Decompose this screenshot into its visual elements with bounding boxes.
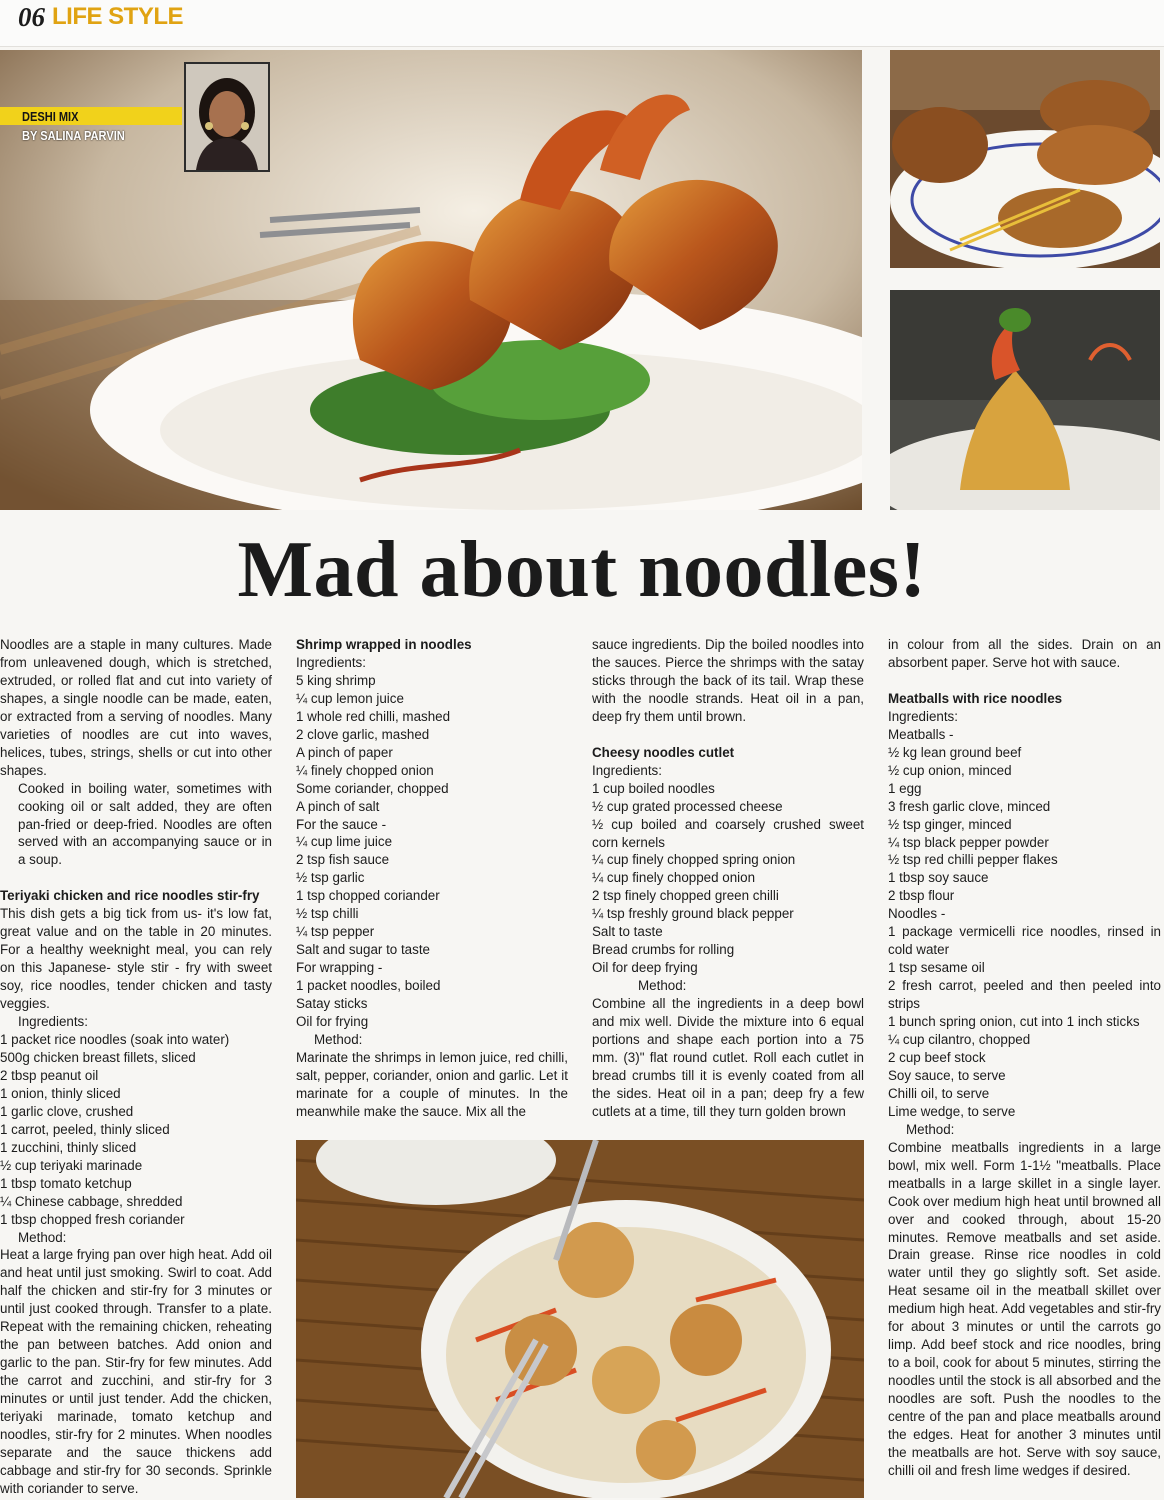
list-item: 2 tbsp flour [888, 888, 955, 904]
list-item: 1 packet noodles, boiled [296, 978, 441, 994]
list-item: 1 tsp chopped coriander [296, 888, 440, 904]
cutlet-ingredients-list [592, 780, 864, 977]
list-item: Salt and sugar to taste [296, 942, 430, 958]
list-item: ¼ cup lime juice [296, 834, 393, 850]
teriyaki-method-label: Method: [18, 1229, 67, 1245]
list-item: ¼ cup finely chopped spring onion [592, 852, 796, 868]
teriyaki-ingredients-label: Ingredients: [18, 1014, 88, 1030]
list-item: ½ cup onion, minced [888, 762, 1012, 778]
teriyaki-ingredients-list [0, 1031, 272, 1228]
meatballs-title: Meatballs with rice noodles [888, 690, 1063, 706]
list-item: A pinch of salt [296, 798, 380, 814]
cutlet-title: Cheesy noodles cutlet [592, 744, 735, 760]
cutlet-method-part-2: in colour from all the sides. Drain on an absorbent paper. Serve hot with sauce. [888, 637, 1161, 670]
list-item: 1 zucchini, thinly sliced [0, 1139, 137, 1155]
shrimp-method-part-2: sauce ingredients. Dip the boiled noodles into the sauces. Pierce the shrimps with the satay sticks through the back of its tail. Wrap these with the noodle strands. Heat oil in a pan, deep fry them until brown. [592, 637, 864, 724]
list-item: ¼ cup finely chopped onion [592, 870, 756, 886]
list-item: 2 tsp fish sauce [296, 852, 390, 868]
list-item: 1 garlic clove, crushed [0, 1103, 134, 1119]
list-item: Soy sauce, to serve [888, 1067, 1006, 1083]
shrimp-method-label: Method: [314, 1031, 363, 1047]
cutlet-method-label: Method: [638, 978, 687, 994]
list-item: ½ cup grated processed cheese [592, 798, 783, 814]
list-item: ¼ cup lemon juice [296, 690, 404, 706]
list-item: ¼ tsp freshly ground black pepper [592, 906, 794, 922]
list-item: 500g chicken breast fillets, sliced [0, 1049, 196, 1065]
list-item: 1 bunch spring onion, cut into 1 inch sticks [888, 1014, 1140, 1030]
list-item: Noodles - [888, 906, 946, 922]
cutlet-ingredients-label: Ingredients: [592, 762, 662, 778]
list-item: ¼ cup cilantro, chopped [888, 1032, 1031, 1048]
cutlet-photo [890, 50, 1160, 268]
list-item: Meatballs - [888, 726, 954, 742]
column-1 [0, 636, 272, 1498]
column-name: DESHI MIX [22, 109, 79, 124]
page-number: 06 [18, 2, 45, 32]
list-item: Oil for deep frying [592, 960, 698, 976]
shrimp-ingredients-label: Ingredients: [296, 654, 366, 670]
list-item: ½ cup boiled and coarsely crushed sweet corn kernels [592, 816, 864, 850]
section-title: LIFE STYLE [52, 3, 184, 30]
list-item: Oil for frying [296, 1014, 369, 1030]
list-item: 2 tsp finely chopped green chilli [592, 888, 779, 904]
meatballs-ingredients-list [888, 726, 1161, 1121]
list-item: ½ cup teriyaki marinade [0, 1157, 143, 1173]
list-item: 1 tbsp chopped fresh coriander [0, 1211, 185, 1227]
list-item: ¼ Chinese cabbage, shredded [0, 1193, 183, 1209]
shrimp-title: Shrimp wrapped in noodles [296, 637, 472, 652]
list-item: A pinch of paper [296, 744, 393, 760]
list-item: For wrapping - [296, 960, 383, 976]
meatballs-ingredients-label: Ingredients: [888, 708, 958, 724]
meatballs-method-label: Method: [906, 1121, 955, 1137]
list-item: ½ tsp ginger, minced [888, 816, 1012, 832]
list-item: 2 cup beef stock [888, 1049, 986, 1065]
list-item: 3 fresh garlic clove, minced [888, 798, 1051, 814]
shrimp-ingredients-list [296, 672, 568, 1031]
meatballs-method: Combine meatballs ingredients in a large bowl, mix well. Form 1-1½ "meatballs. Place meatballs in a large skillet in a single layer. Cook over medium high heat until browned all over and cooked through, about 15-20 minutes. Remove meatballs and set aside. Drain grease. Rinse rice noodles in cold water until they go slightly soft. Set aside. Heat sesame oil in the meatball skillet over medium high heat. Add vegetables and stir-fry for about 3 minutes or until the carrots go limp. Add beef stock and rice noodles, bring to a boil, cook for about 5 minutes, stirring the noodles until the stock is all absorbed and the noodles are soft. Push the noodles to the centre of the pan and place meatballs around the edges. Heat for another 3 minutes until the meatballs are hot. Serve with soy sauce, chilli oil and fresh lime wedges if desired. [888, 1139, 1161, 1478]
list-item: 1 onion, thinly sliced [0, 1085, 121, 1101]
intro-paragraph-2: Cooked in boiling water, sometimes with cooking oil or salt added, they are often pan-fried or deep-fried. Noodles are often served with an accompanying sauce or in a soup. [18, 780, 272, 868]
column-3 [592, 636, 864, 1121]
list-item: 1 carrot, peeled, thinly sliced [0, 1121, 170, 1137]
list-item: ½ tsp red chilli pepper flakes [888, 852, 1058, 868]
teriyaki-intro: This dish gets a big tick from us- it's low fat, great value and on the table in 20 minutes. For a healthy weeknight meal, you can rely on this Japanese- style stir - fry with sweet soy, rice noodles, tender chicken and tasty veggies. [0, 906, 272, 1012]
list-item: Chilli oil, to serve [888, 1085, 990, 1101]
author-portrait [184, 62, 270, 172]
list-item: ½ tsp garlic [296, 870, 365, 886]
list-item: 1 tsp sesame oil [888, 960, 985, 976]
column-4 [888, 636, 1161, 1480]
list-item: Some coriander, chopped [296, 780, 449, 796]
headline: Mad about noodles! [237, 526, 927, 614]
list-item: ¼ tsp black pepper powder [888, 834, 1049, 850]
list-item: For the sauce - [296, 816, 387, 832]
intro-paragraph-1: Noodles are a staple in many cultures. Made from unleavened dough, which is stretched, extruded, or rolled flat and cut into variety of shapes, a single noodle can be made, eaten, or extracted from a serving of noodles. Many varieties of noodles are cut into waves, helices, tubes, strings, shells or cut into other shapes. [0, 637, 272, 778]
list-item: 2 clove garlic, mashed [296, 726, 430, 742]
list-item: Bread crumbs for rolling [592, 942, 735, 958]
column-2 [296, 636, 568, 1121]
list-item: 1 whole red chilli, mashed [296, 708, 451, 724]
teriyaki-title: Teriyaki chicken and rice noodles stir-fry [0, 888, 260, 904]
list-item: 1 cup boiled noodles [592, 780, 715, 796]
list-item: 1 tbsp tomato ketchup [0, 1175, 132, 1191]
list-item: 1 package vermicelli rice noodles, rinsed in cold water [888, 924, 1161, 958]
list-item: ¼ finely chopped onion [296, 762, 434, 778]
meatball-photo [296, 1140, 864, 1498]
list-item: 1 egg [888, 780, 922, 796]
list-item: 5 king shrimp [296, 672, 376, 688]
list-item: 1 tbsp soy sauce [888, 870, 989, 886]
list-item: Lime wedge, to serve [888, 1103, 1016, 1119]
list-item: ¼ tsp pepper [296, 924, 375, 940]
list-item: 1 packet rice noodles (soak into water) [0, 1032, 230, 1048]
cutlet-method-part-1: Combine all the ingredients in a deep bowl and mix well. Divide the mixture into 6 equal portions and shape each portion into a 75 mm. (3)" flat round cutlet. Roll each cutlet in bread crumbs till it is evenly coated from all the sides. Heat oil in a pan; deep fry a few cutlets at a time, till they turn golden brown [592, 996, 864, 1119]
list-item: ½ tsp chilli [296, 906, 359, 922]
shrimp-photo [890, 290, 1160, 510]
shrimp-method-part-1: Marinate the shrimps in lemon juice, red chilli, salt, pepper, coriander, onion and garlic. Let it marinate for a couple of minutes. In the meanwhile make the sauce. Mix all the [296, 1049, 568, 1119]
list-item: 2 tbsp peanut oil [0, 1067, 99, 1083]
author-name: BY SALINA PARVIN [22, 128, 125, 143]
list-item: Salt to taste [592, 924, 663, 940]
list-item: 2 fresh carrot, peeled and then peeled into strips [888, 978, 1161, 1012]
list-item: Satay sticks [296, 996, 368, 1012]
list-item: ½ kg lean ground beef [888, 744, 1022, 760]
teriyaki-method: Heat a large frying pan over high heat. Add oil and heat until just smoking. Swirl to coat. Add half the chicken and stir-fry for 3 minutes or until just cooked through. Transfer to a plate. Repeat with the remaining chicken, reheating the pan between batches. Add onion and garlic to the pan. Stir-fry for few minutes. Add the carrot and zucchini, and stir-fry for 3 minutes or until just tender. Add the chicken, teriyaki marinade, tomato ketchup and noodles, stir-fry for 2 minutes. When noodles separate and the sauce thickens add cabbage and stir-fry for 30 seconds. Sprinkle with coriander to serve. [0, 1247, 272, 1496]
page-header [0, 0, 1164, 47]
